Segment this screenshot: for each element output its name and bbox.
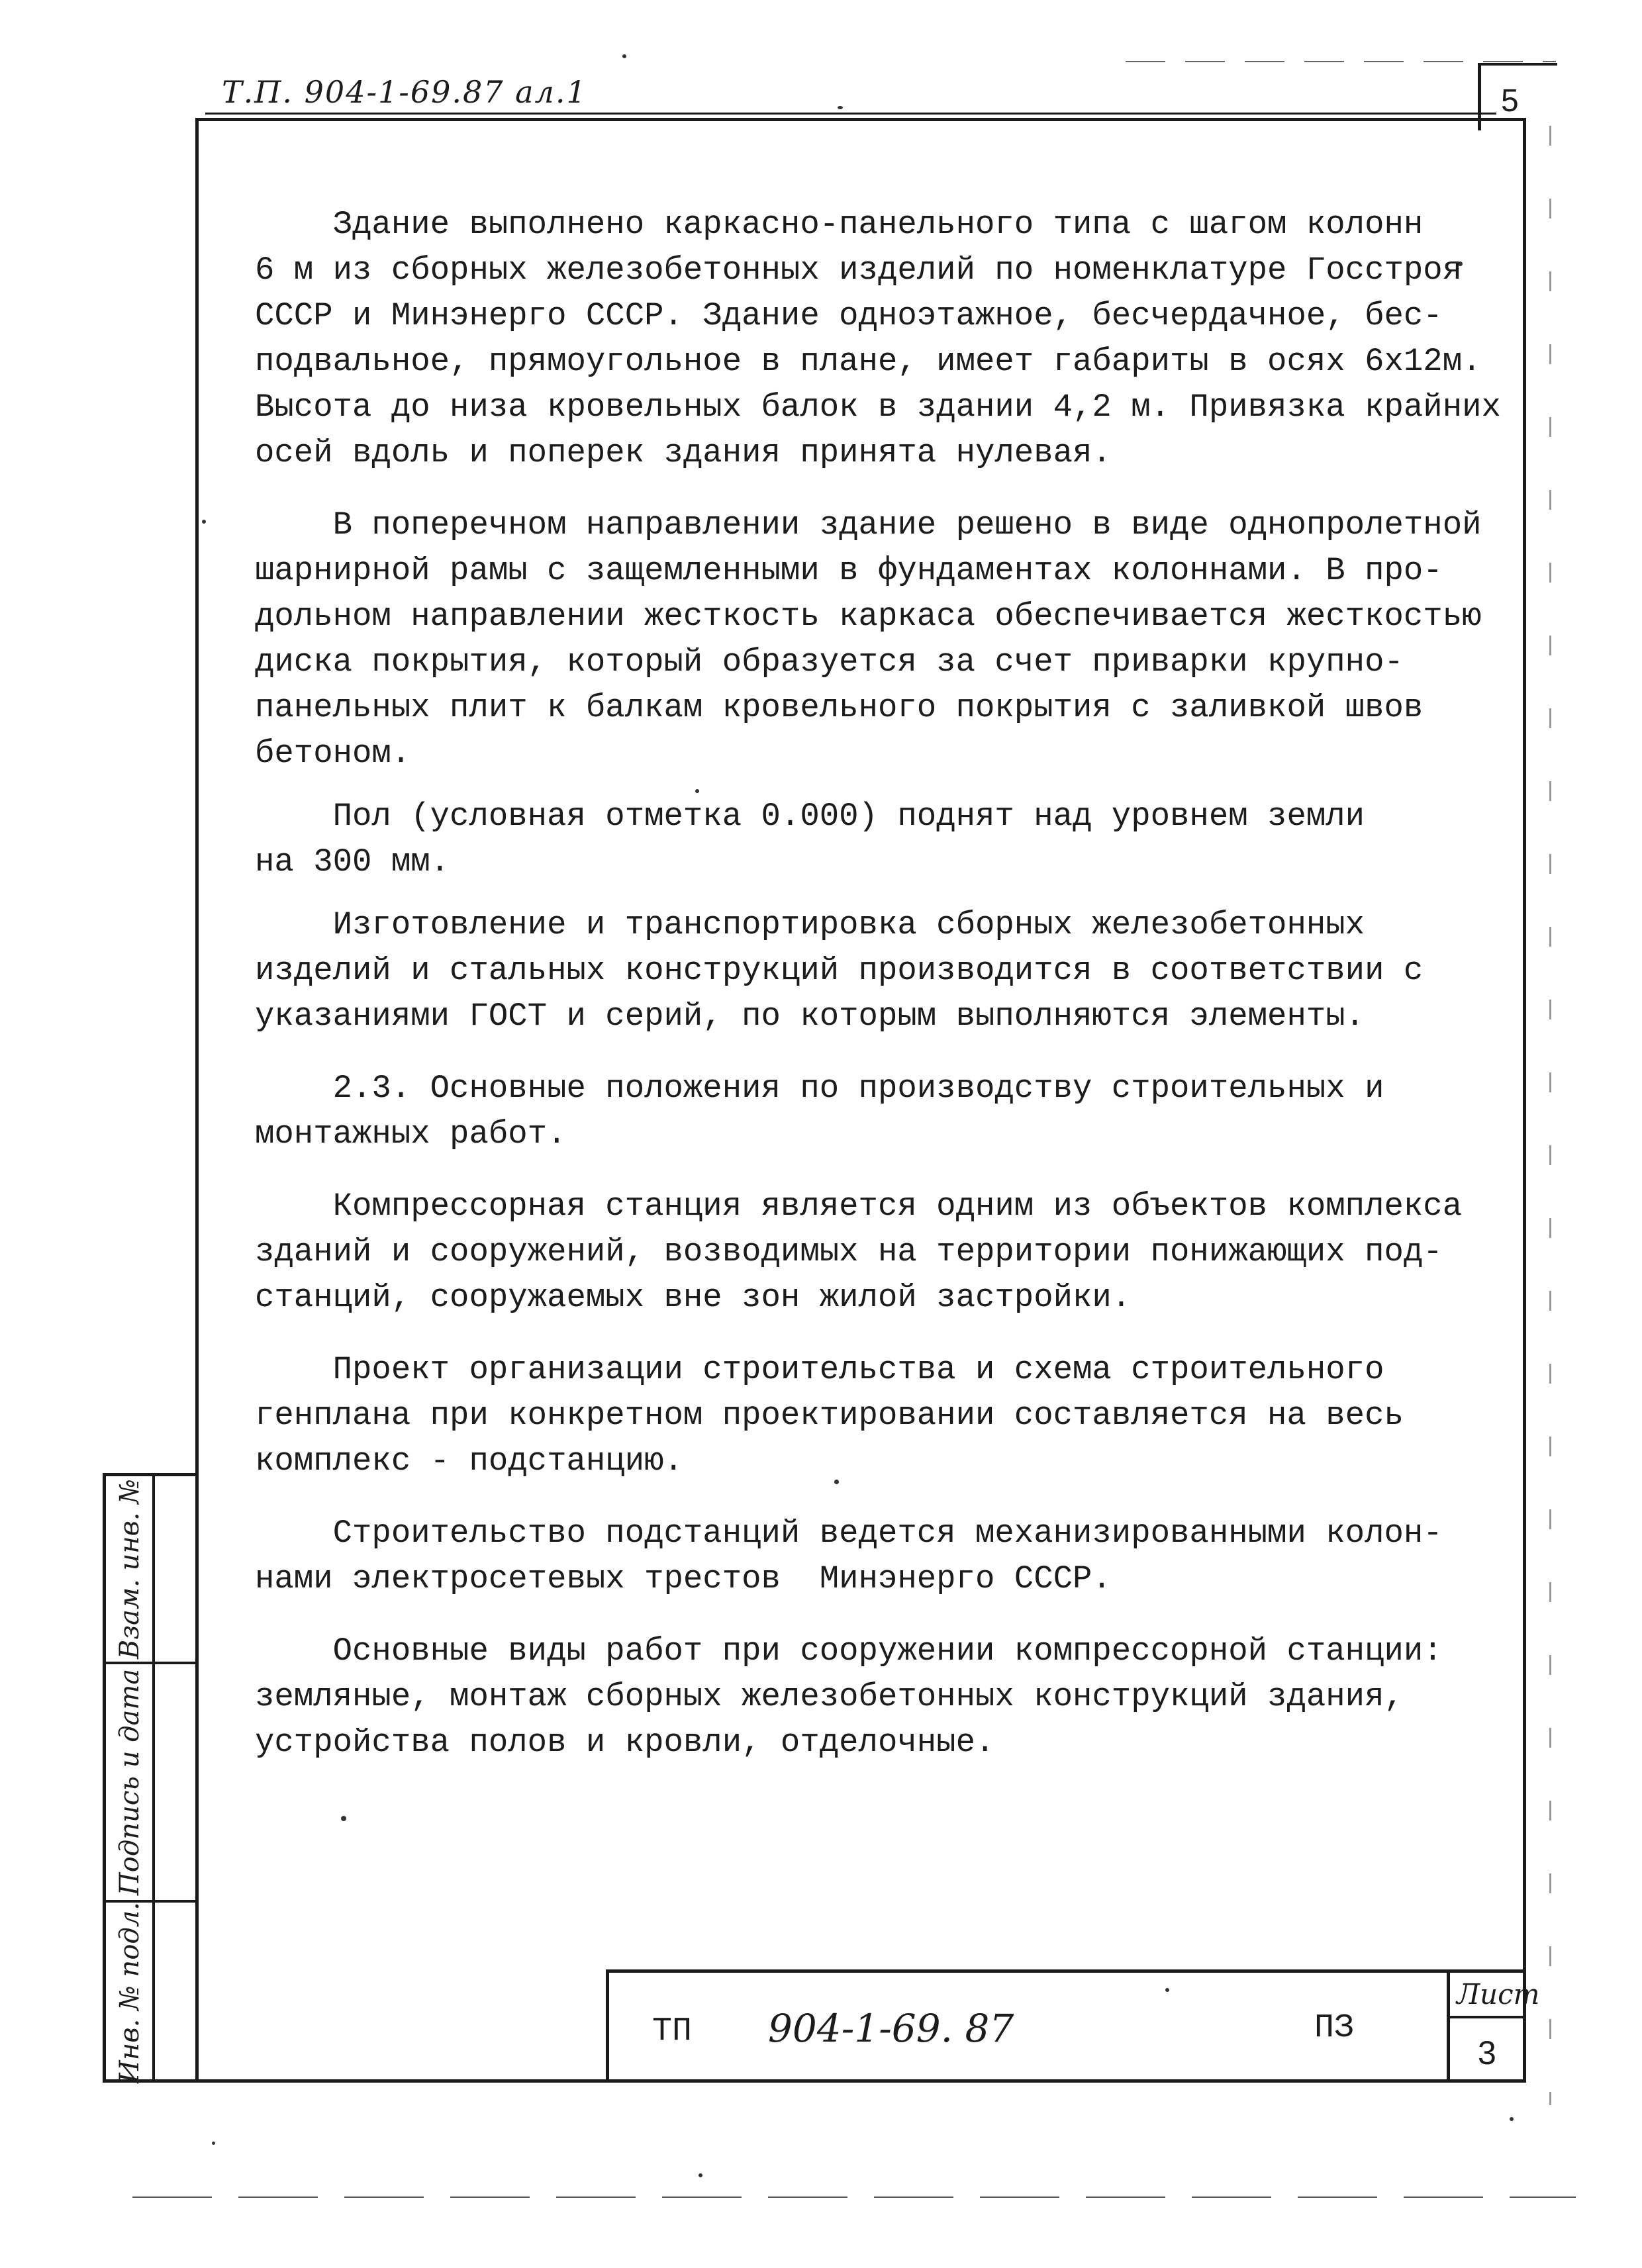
text-line: нами электросетевых трестов Минэнерго СССР. xyxy=(255,1560,1112,1597)
scan-speck xyxy=(699,2173,702,2177)
body-text xyxy=(255,202,1501,1766)
section-heading-2-3 xyxy=(255,1066,1486,1157)
text-line: панельных плит к балкам кровельного покрытия с заливкой швов xyxy=(255,689,1424,726)
text-line: СССР и Минэнерго СССР. Здание одноэтажное, бесчердачное, бес- xyxy=(255,297,1443,334)
text-line: монтажных работ. xyxy=(255,1115,567,1153)
text-line: генплана при конкретном проектировании составляется на весь xyxy=(255,1397,1404,1434)
scan-line-bottom xyxy=(132,2197,1576,2198)
sheet-label: Лист xyxy=(1457,1978,1540,2010)
sheet-number: 3 xyxy=(1478,2034,1496,2071)
header-underline xyxy=(205,113,1496,115)
text-line: станций, сооружаемых вне зон жилой застройки. xyxy=(255,1279,1132,1316)
text-line: указаниями ГОСТ и серий, по которым выполняются элементы. xyxy=(255,998,1365,1035)
text-line: Высота до низа кровельных балок в здании 4,2 м. Привязка крайних xyxy=(255,389,1501,426)
side-label-signature-date: Подпись и дата xyxy=(115,1668,145,1896)
title-block-doc-type: ПЗ xyxy=(1314,2009,1355,2047)
text-line: земляные, монтаж сборных железобетонных конструкций здания, xyxy=(255,1678,1404,1715)
side-stamp xyxy=(103,1473,199,2083)
text-line: комплекс - подстанцию. xyxy=(255,1442,683,1480)
text-line: Проект организации строительства и схема строительного xyxy=(255,1351,1384,1388)
sheet-box-divider xyxy=(1447,2016,1526,2018)
paragraph-main-works xyxy=(255,1629,1486,1766)
header-document-code: Т.П. 904-1-69.87 ал.1 xyxy=(222,74,587,110)
text-line: устройства полов и кровли, отделочные. xyxy=(255,1724,995,1761)
text-line: дольном направлении жесткость каркаса обеспечивается жесткостью xyxy=(255,598,1482,635)
text-line: Основные виды работ при сооружении компрессорной станции: xyxy=(255,1632,1443,1670)
text-line: 2.3. Основные положения по производству строительных и xyxy=(255,1070,1384,1107)
paragraph-compressor-station xyxy=(255,1184,1486,1321)
text-line: 6 м из сборных железобетонных изделий по номенклатуре Госстроя xyxy=(255,252,1463,289)
paragraph-building-structure xyxy=(255,202,1501,476)
title-block-prefix: ТП xyxy=(652,2012,693,2050)
title-block-code: 904-1-69. 87 xyxy=(768,2006,1014,2051)
text-line: Строительство подстанций ведется механизированными колон- xyxy=(255,1515,1443,1552)
text-line: шарнирной рамы с защемленными в фундаментах колоннами. В про- xyxy=(255,552,1443,589)
scan-speck xyxy=(1510,2117,1514,2121)
text-line: Компрессорная станция является одним из объектов комплекса xyxy=(255,1188,1463,1225)
text-line: диска покрытия, который образуется за счет приварки крупно- xyxy=(255,643,1404,681)
side-label-original-inv: Инв. № подл. xyxy=(115,1902,146,2083)
text-line: Пол (условная отметка 0.000) поднят над уровнем земли xyxy=(255,798,1365,835)
scan-line-top xyxy=(1126,61,1556,62)
text-line: зданий и сооружений, возводимых на территории понижающих под- xyxy=(255,1233,1443,1270)
text-line: бетоном. xyxy=(255,735,411,772)
scan-speck xyxy=(838,106,843,109)
paragraph-construction-project xyxy=(255,1347,1486,1484)
paragraph-frame-rigidity xyxy=(255,502,1486,777)
right-edge-marks xyxy=(1549,126,1551,2105)
text-line: осей вдоль и поперек здания принята нулевая. xyxy=(255,434,1112,471)
side-stamp-vline xyxy=(152,1476,155,2079)
text-line: Изготовление и транспортировка сборных железобетонных xyxy=(255,906,1365,943)
scan-speck xyxy=(212,2142,215,2145)
page-number: 5 xyxy=(1501,83,1519,118)
text-line: Здание выполнено каркасно-панельного типа с шагом колонн xyxy=(255,206,1424,243)
paragraph-manufacturing xyxy=(255,902,1486,1039)
text-line: на 300 мм. xyxy=(255,843,450,880)
scan-speck xyxy=(622,54,626,58)
side-label-replacement-inv: Взам. инв. № xyxy=(115,1478,146,1660)
text-line: подвальное, прямоугольное в плане, имеет габариты в осях 6х12м. xyxy=(255,343,1482,380)
text-line: изделий и стальных конструкций производится в соответствии с xyxy=(255,952,1424,989)
paragraph-floor-level xyxy=(255,794,1486,885)
text-line: В поперечном направлении здание решено в виде однопролетной xyxy=(255,506,1482,543)
paragraph-construction-crews xyxy=(255,1511,1486,1602)
title-block xyxy=(606,1969,1526,2083)
